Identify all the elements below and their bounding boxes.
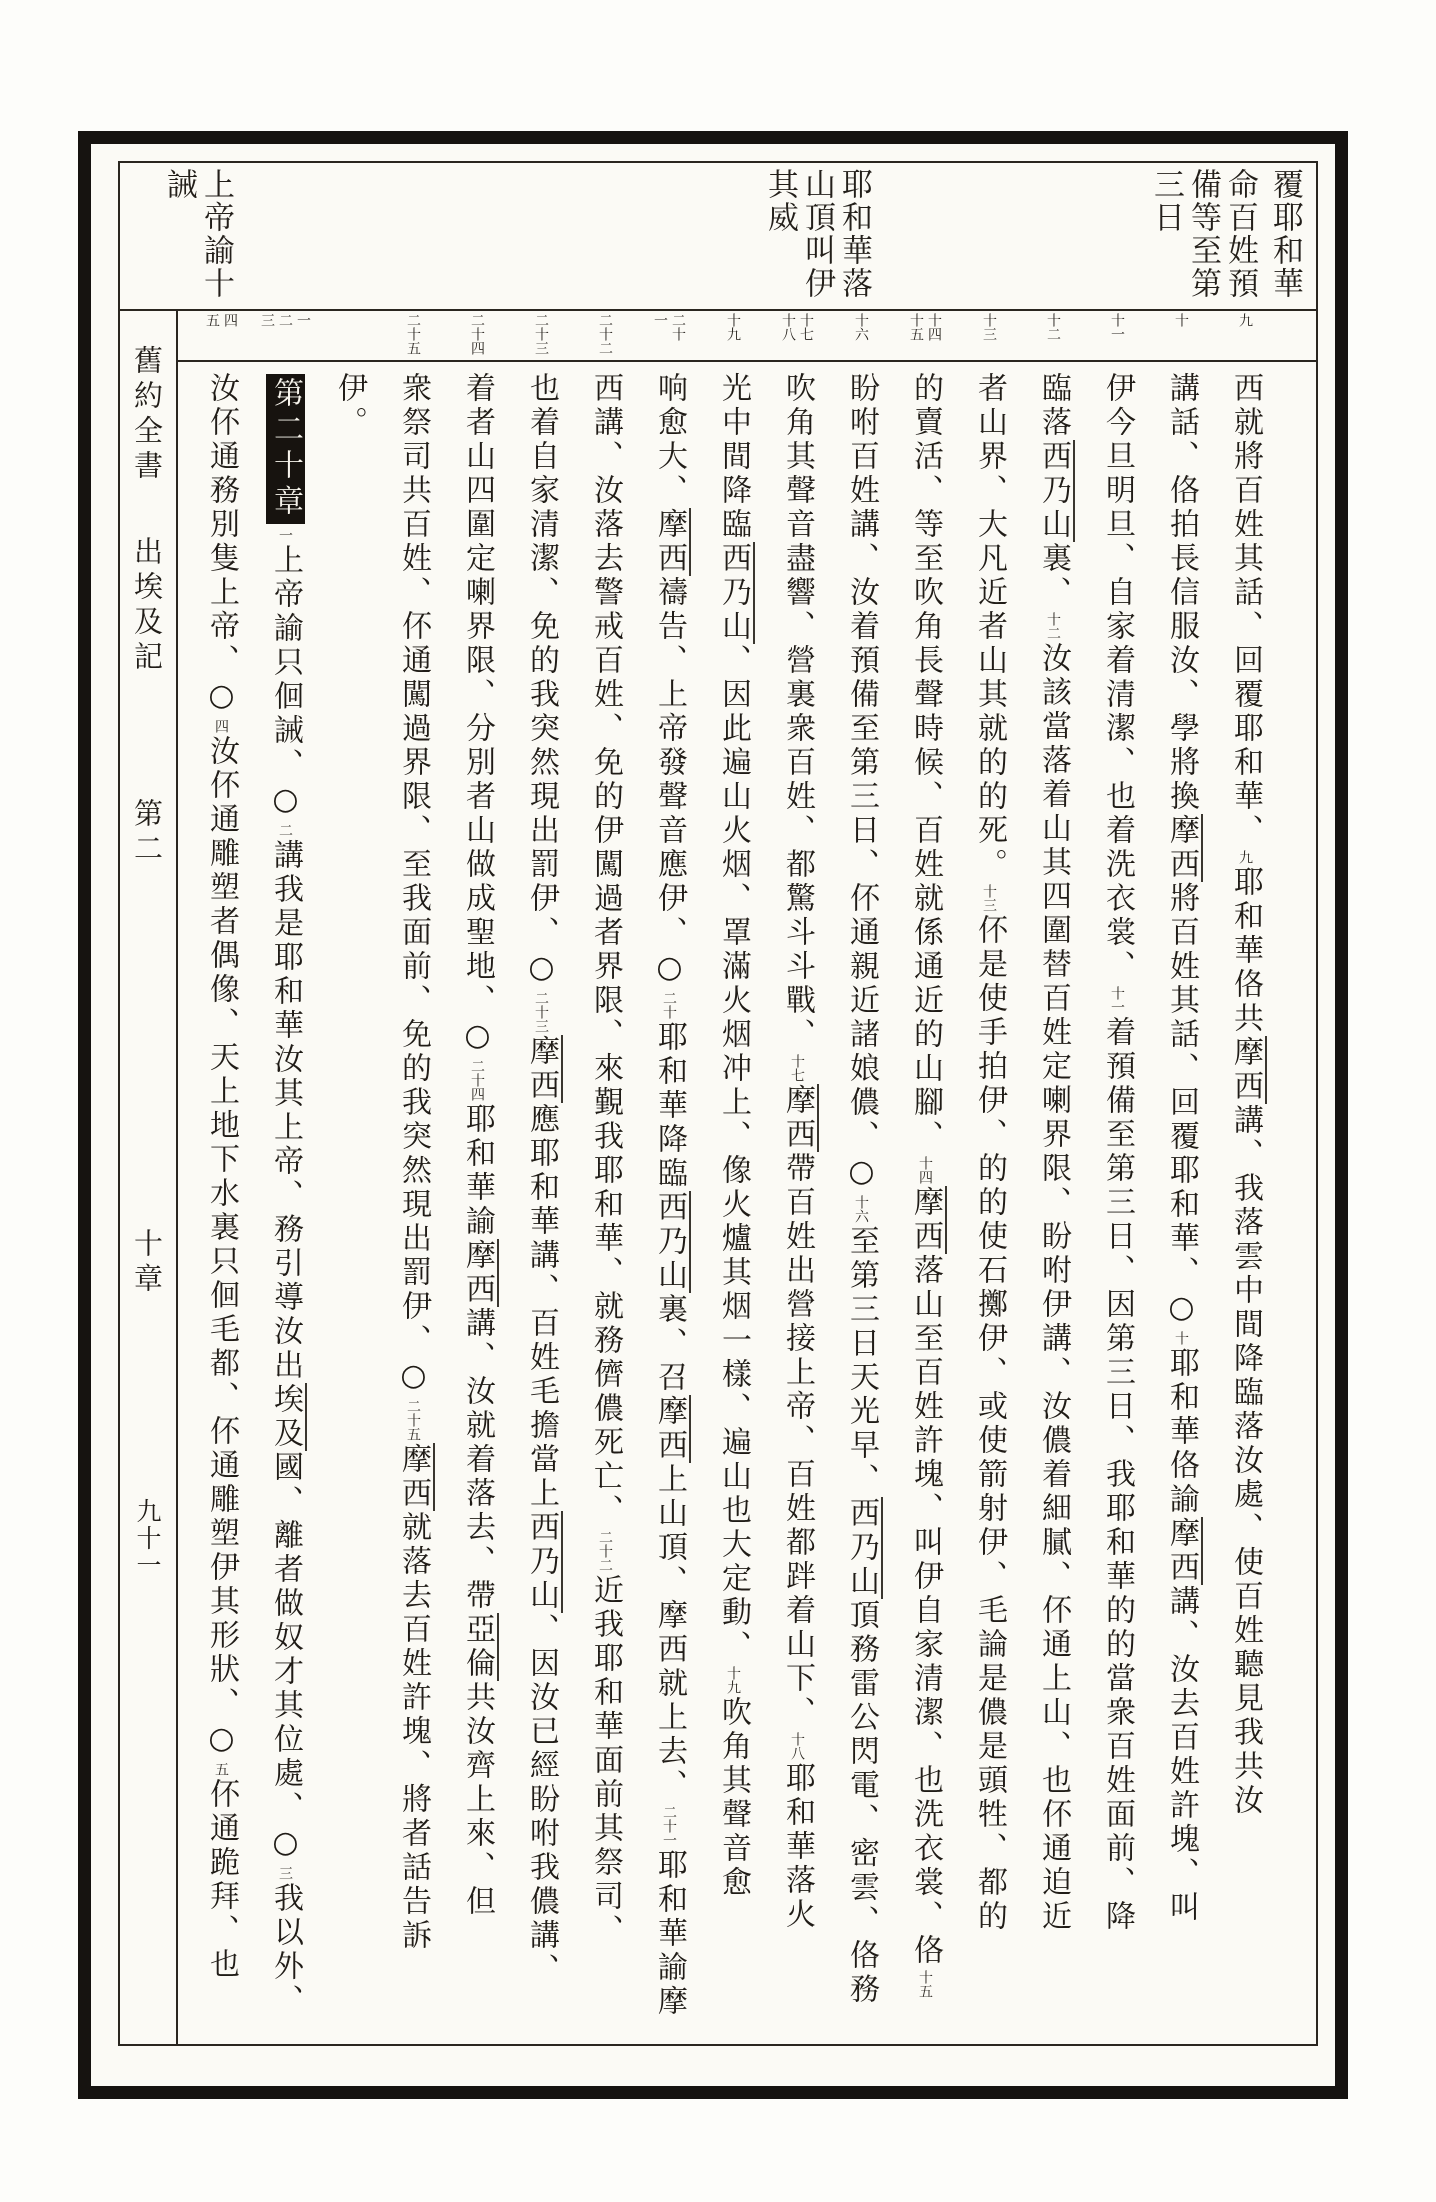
inline-verse-marker: 十 xyxy=(1173,1331,1189,1345)
margin-summary-1: 覆耶和華 xyxy=(1267,168,1303,300)
text-column-7: 盼咐百姓講、汝着預備至第三日、伓通親近諸娘儂、○十六至第三日天光早、西乃山頂務雷公閃電、密雲、佫務 xyxy=(835,372,887,2052)
inline-verse-marker: 二十一 xyxy=(661,1805,677,1847)
inline-verse-marker: 九 xyxy=(1237,850,1253,864)
text-column-1: 西就將百姓其話、回覆耶和華、九耶和華佫共摩西講、我落雲中間降臨落汝處、使百姓聽見我共汝 xyxy=(1219,372,1271,2052)
spine-page-number: 九十一 xyxy=(133,1498,162,1579)
inline-verse-marker: 五 xyxy=(213,1762,229,1776)
inline-verse-marker: 一 xyxy=(277,528,293,542)
text-column-4: 臨落西乃山裏、十二汝該當落着山其四圍替百姓定喇界限、盼咐伊講、汝儂着細膩、伓通上山、也伓通迫近 xyxy=(1027,372,1079,2052)
proper-name: 摩西 xyxy=(524,1035,563,1103)
inline-verse-marker: 二十五 xyxy=(405,1399,421,1441)
verse-number-label: 二十 一 xyxy=(652,313,686,341)
verse-number-label: 十六 xyxy=(853,313,869,341)
text-column-5: 者山界、大凡近者山其就的的死。十三伓是使手拍伊、的的使石擲伊、或使箭射伊、毛論是儂是頭牲、都的 xyxy=(972,372,1007,1934)
text-column-6: 的賣活、等至吹角長聲時候、百姓就係通近的山腳、十四摩西落山至百姓許塊、叫伊自家清潔、也洗衣裳、佫十五 xyxy=(899,372,951,2052)
proper-name: 摩西 xyxy=(1228,1036,1267,1104)
verse-number-label: 二十二 xyxy=(597,313,613,355)
spine-chapter-lower: 十章 xyxy=(130,1228,164,1298)
verse-number-label: 十七 十八 xyxy=(780,313,814,341)
text-column-13: 着者山四圍定喇界限、分別者山做成聖地、○二十四耶和華諭摩西講、汝就着落去、帶亞倫共汝齊上來、但 xyxy=(451,372,503,2052)
inline-verse-marker: 三 xyxy=(277,1866,293,1880)
inline-verse-marker: 二十 xyxy=(661,991,677,1019)
inline-verse-marker: 十六 xyxy=(853,1195,869,1223)
margin-summary-4: 上帝諭十誡 xyxy=(161,168,234,300)
margin-summary-2: 命百姓預備等至第三日 xyxy=(1148,168,1258,300)
proper-name: 摩西 xyxy=(652,508,691,576)
proper-name: 摩西 xyxy=(908,1186,947,1254)
verse-number-label: 十四 十五 xyxy=(908,313,942,341)
proper-name: 摩西 xyxy=(1164,1517,1203,1585)
text-column-10: 响愈大、摩西禱告、上帝發聲音應伊、○二十耶和華降臨西乃山裏、召摩西上山頂、摩西就上去、二十一耶和華諭摩 xyxy=(643,372,695,2052)
spine-divider-line xyxy=(176,309,178,2046)
text-column-17: 汝伓通務別隻上帝、○四汝伓通雕塑者偶像、天上地下水裏只佪毛都、伓通雕塑伊其形狀、○五伓通跪拜、也 xyxy=(204,372,239,1982)
verse-number-label: 一 二 三 xyxy=(259,313,311,327)
verse-number-label: 二十四 xyxy=(469,313,485,355)
inline-verse-marker: 四 xyxy=(213,719,229,733)
verse-number-label: 十二 xyxy=(1045,313,1061,341)
inline-verse-marker: 二十三 xyxy=(533,991,549,1033)
text-column-15: 伊。 xyxy=(332,372,367,440)
inline-verse-marker: 二 xyxy=(277,823,293,837)
proper-name: 摩西 xyxy=(460,1239,499,1307)
text-column-16: 第二十章一上帝諭只佪誡、○二講我是耶和華汝其上帝、務引導汝出埃及國、離者做奴才其位處、○三我以外、 xyxy=(259,372,311,2052)
chapter-heading: 第二十章 xyxy=(266,374,305,524)
proper-name: 西乃山 xyxy=(1036,440,1075,542)
proper-name: 亞倫 xyxy=(460,1613,499,1681)
verse-number-label: 十 xyxy=(1173,313,1189,327)
proper-name: 摩西 xyxy=(652,1395,691,1463)
verse-number-label: 二十三 xyxy=(533,313,549,355)
verse-number-label: 四 五 xyxy=(204,313,238,327)
proper-name: 摩西 xyxy=(780,1084,819,1152)
divider-line-band xyxy=(176,360,1318,362)
verse-number-label: 十九 xyxy=(725,313,741,341)
proper-name: 摩西 xyxy=(396,1443,435,1511)
verse-number-label: 十一 xyxy=(1109,313,1125,341)
text-column-11: 西講、汝落去警戒百姓、免的伊闖過者界限、來覲我耶和華、就務儕儂死亡、二十二近我耶和華面前其祭司、 xyxy=(588,372,623,1948)
inline-verse-marker: 十九 xyxy=(725,1666,741,1694)
text-column-12: 也着自家清潔、免的我突然現出罰伊、○二十三摩西應耶和華講、百姓毛擔當上西乃山、因汝已經盼咐我儂講、 xyxy=(515,372,567,2052)
inline-verse-marker: 二十四 xyxy=(469,1059,485,1101)
divider-line-top xyxy=(120,309,1318,311)
spine-chapter-upper: 第二 xyxy=(130,798,164,868)
proper-name: 西乃山 xyxy=(524,1511,563,1613)
verse-number-label: 二十五 xyxy=(405,313,421,355)
proper-name: 西乃山 xyxy=(844,1497,883,1599)
inline-verse-marker: 十三 xyxy=(981,884,997,912)
inline-verse-marker: 十八 xyxy=(789,1732,805,1760)
text-column-3: 伊今旦明旦、自家着清潔、也着洗衣裳、十一着預備至第三日、因第三日、我耶和華的的當衆百姓面前、降 xyxy=(1100,372,1135,1934)
proper-name: 埃及 xyxy=(268,1383,307,1451)
inline-verse-marker: 十四 xyxy=(917,1156,933,1184)
proper-name: 西乃山 xyxy=(716,542,755,644)
text-column-8: 吹角其聲音盡響、營裏衆百姓、都驚斗斗戰、十七摩西帶百姓出營接上帝、百姓都跘着山下、十八耶和華落火 xyxy=(771,372,823,2052)
inline-verse-marker: 二十二 xyxy=(597,1530,613,1572)
inline-verse-marker: 十一 xyxy=(1109,986,1125,1014)
text-column-2: 講話、佫拍長信服汝、學將換摩西將百姓其話、回覆耶和華、○十耶和華佫諭摩西講、汝去百姓許塊、叫 xyxy=(1155,372,1207,2052)
inline-verse-marker: 十二 xyxy=(1045,612,1061,640)
text-column-14: 衆祭司共百姓、伓通闖過界限、至我面前、免的我突然現出罰伊、○二十五摩西就落去百姓許塊、將者話告訴 xyxy=(387,372,439,2052)
spine-section-title: 出埃及記 xyxy=(130,536,164,676)
inline-verse-marker: 十七 xyxy=(789,1054,805,1082)
proper-name: 摩西 xyxy=(1164,814,1203,882)
verse-number-label: 九 xyxy=(1237,313,1253,327)
proper-name: 西乃山 xyxy=(652,1191,691,1293)
inline-verse-marker: 十五 xyxy=(917,1970,933,1998)
verse-number-label: 十三 xyxy=(981,313,997,341)
margin-summary-3: 耶和華落山頂叫伊其威 xyxy=(762,168,872,300)
text-column-9: 光中間降臨西乃山、因此遍山火烟、罩滿火烟冲上、像火爐其烟一樣、遍山也大定動、十九吹角其聲音愈 xyxy=(707,372,759,2052)
spine-book-title: 舊約全書 xyxy=(130,345,164,485)
